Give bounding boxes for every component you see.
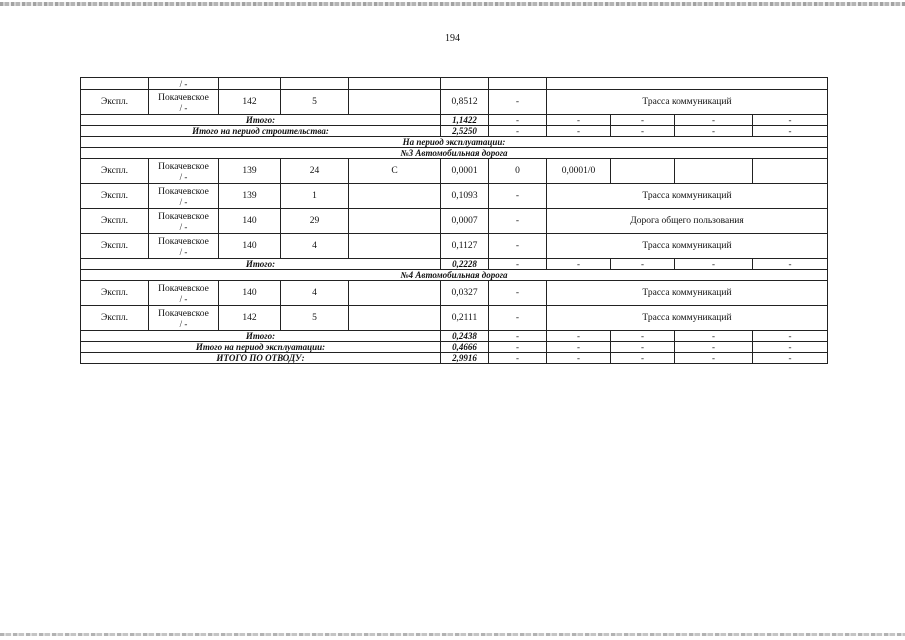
road3-total-label: Итого: [81, 259, 441, 270]
category-cell [349, 234, 441, 259]
section-cell: 5 [281, 306, 349, 331]
road4-total-value: 0,2438 [441, 331, 489, 342]
village-cell: Покачевское / - [149, 90, 219, 115]
section-cell: 5 [281, 90, 349, 115]
area-cell: 0,2111 [441, 306, 489, 331]
village-cell: Покачевское / - [149, 184, 219, 209]
purpose-cell: Трасса коммуникаций [547, 90, 828, 115]
total-exploitation-row: Итого на период эксплуатации: 0,4666 - - - - - [81, 342, 828, 353]
type-cell: Экспл. [81, 209, 149, 234]
area-cell: 0,0007 [441, 209, 489, 234]
road3-total-value: 0,2228 [441, 259, 489, 270]
category-cell [349, 90, 441, 115]
block-cell: 139 [219, 159, 281, 184]
area-cell: 0,8512 [441, 90, 489, 115]
dash-cell: - [489, 90, 547, 115]
village-cell: Покачевское / - [149, 159, 219, 184]
grand-total-value: 2,9916 [441, 353, 489, 364]
table-row [81, 209, 828, 234]
block-cell: 139 [219, 184, 281, 209]
category-cell [349, 281, 441, 306]
road4-title-row [81, 270, 828, 281]
total-row: Итого: 1,1422 - - - - - [81, 115, 828, 126]
total-exploitation-label: Итого на период эксплуатации: [81, 342, 441, 353]
scan-edge-top [0, 2, 905, 6]
section-cell: 4 [281, 281, 349, 306]
block-cell: 142 [219, 306, 281, 331]
table-row [81, 281, 828, 306]
road3-title-row [81, 148, 828, 159]
block-cell: 140 [219, 234, 281, 259]
grand-total-label: ИТОГО ПО ОТВОДУ: [81, 353, 441, 364]
village-cell: Покачевское / - [149, 209, 219, 234]
total-construction-label: Итого на период строительства: [81, 126, 441, 137]
dash-cell: - [489, 184, 547, 209]
category-cell [349, 209, 441, 234]
table-row [81, 234, 828, 259]
road4-title: №4 Автомобильная дорога [81, 270, 828, 281]
type-cell: Экспл. [81, 90, 149, 115]
purpose-cell: Трасса коммуникаций [547, 234, 828, 259]
section-cell: 24 [281, 159, 349, 184]
block-cell: 140 [219, 281, 281, 306]
village-cell: / - [149, 78, 219, 90]
area-cell: 0,0001 [441, 159, 489, 184]
land-allocation-table [80, 77, 828, 364]
road4-total-row: Итого: 0,2438 - - - - - [81, 331, 828, 342]
type-cell: Экспл. [81, 184, 149, 209]
scan-edge-bottom [0, 633, 905, 636]
purpose-cell: Трасса коммуникаций [547, 306, 828, 331]
village-cell: Покачевское / - [149, 281, 219, 306]
road4-total-label: Итого: [81, 331, 441, 342]
table-row [81, 184, 828, 209]
total-construction-row: Итого на период строительства: 2,5250 - - - - - [81, 126, 828, 137]
total-label: Итого: [81, 115, 441, 126]
block-cell: 142 [219, 90, 281, 115]
block-cell: 140 [219, 209, 281, 234]
area-cell: 0,0327 [441, 281, 489, 306]
page-number: 194 [445, 33, 460, 44]
dash-cell: 0 [489, 159, 547, 184]
section-cell: 29 [281, 209, 349, 234]
total-construction-value: 2,5250 [441, 126, 489, 137]
area-cell: 0,1127 [441, 234, 489, 259]
table-row [81, 306, 828, 331]
exploitation-header: На период эксплуатации: [81, 137, 828, 148]
category-cell [349, 306, 441, 331]
type-cell: Экспл. [81, 281, 149, 306]
category-cell: С [349, 159, 441, 184]
section-cell: 1 [281, 184, 349, 209]
dash-cell: - [489, 209, 547, 234]
total-exploitation-value: 0,4666 [441, 342, 489, 353]
category-cell [349, 184, 441, 209]
table-row [81, 159, 828, 184]
purpose-cell: Дорога общего пользования [547, 209, 828, 234]
type-cell: Экспл. [81, 159, 149, 184]
dash-cell: - [489, 234, 547, 259]
village-cell: Покачевское / - [149, 306, 219, 331]
type-cell: Экспл. [81, 306, 149, 331]
type-cell: Экспл. [81, 234, 149, 259]
road3-title: №3 Автомобильная дорога [81, 148, 828, 159]
section-cell: 4 [281, 234, 349, 259]
total-value: 1,1422 [441, 115, 489, 126]
dash-cell: - [489, 306, 547, 331]
exploitation-header-row [81, 137, 828, 148]
table-row [81, 90, 828, 115]
road3-total-row: Итого: 0,2228 - - - - - [81, 259, 828, 270]
purpose-cell: Трасса коммуникаций [547, 281, 828, 306]
village-cell: Покачевское / - [149, 234, 219, 259]
table-row-fragment [81, 78, 828, 90]
area-cell: 0,1093 [441, 184, 489, 209]
purpose-cell: Трасса коммуникаций [547, 184, 828, 209]
dash-cell: - [489, 281, 547, 306]
extra-cell: 0,0001/0 [547, 159, 611, 184]
grand-total-row: ИТОГО ПО ОТВОДУ: 2,9916 - - - - - [81, 353, 828, 364]
